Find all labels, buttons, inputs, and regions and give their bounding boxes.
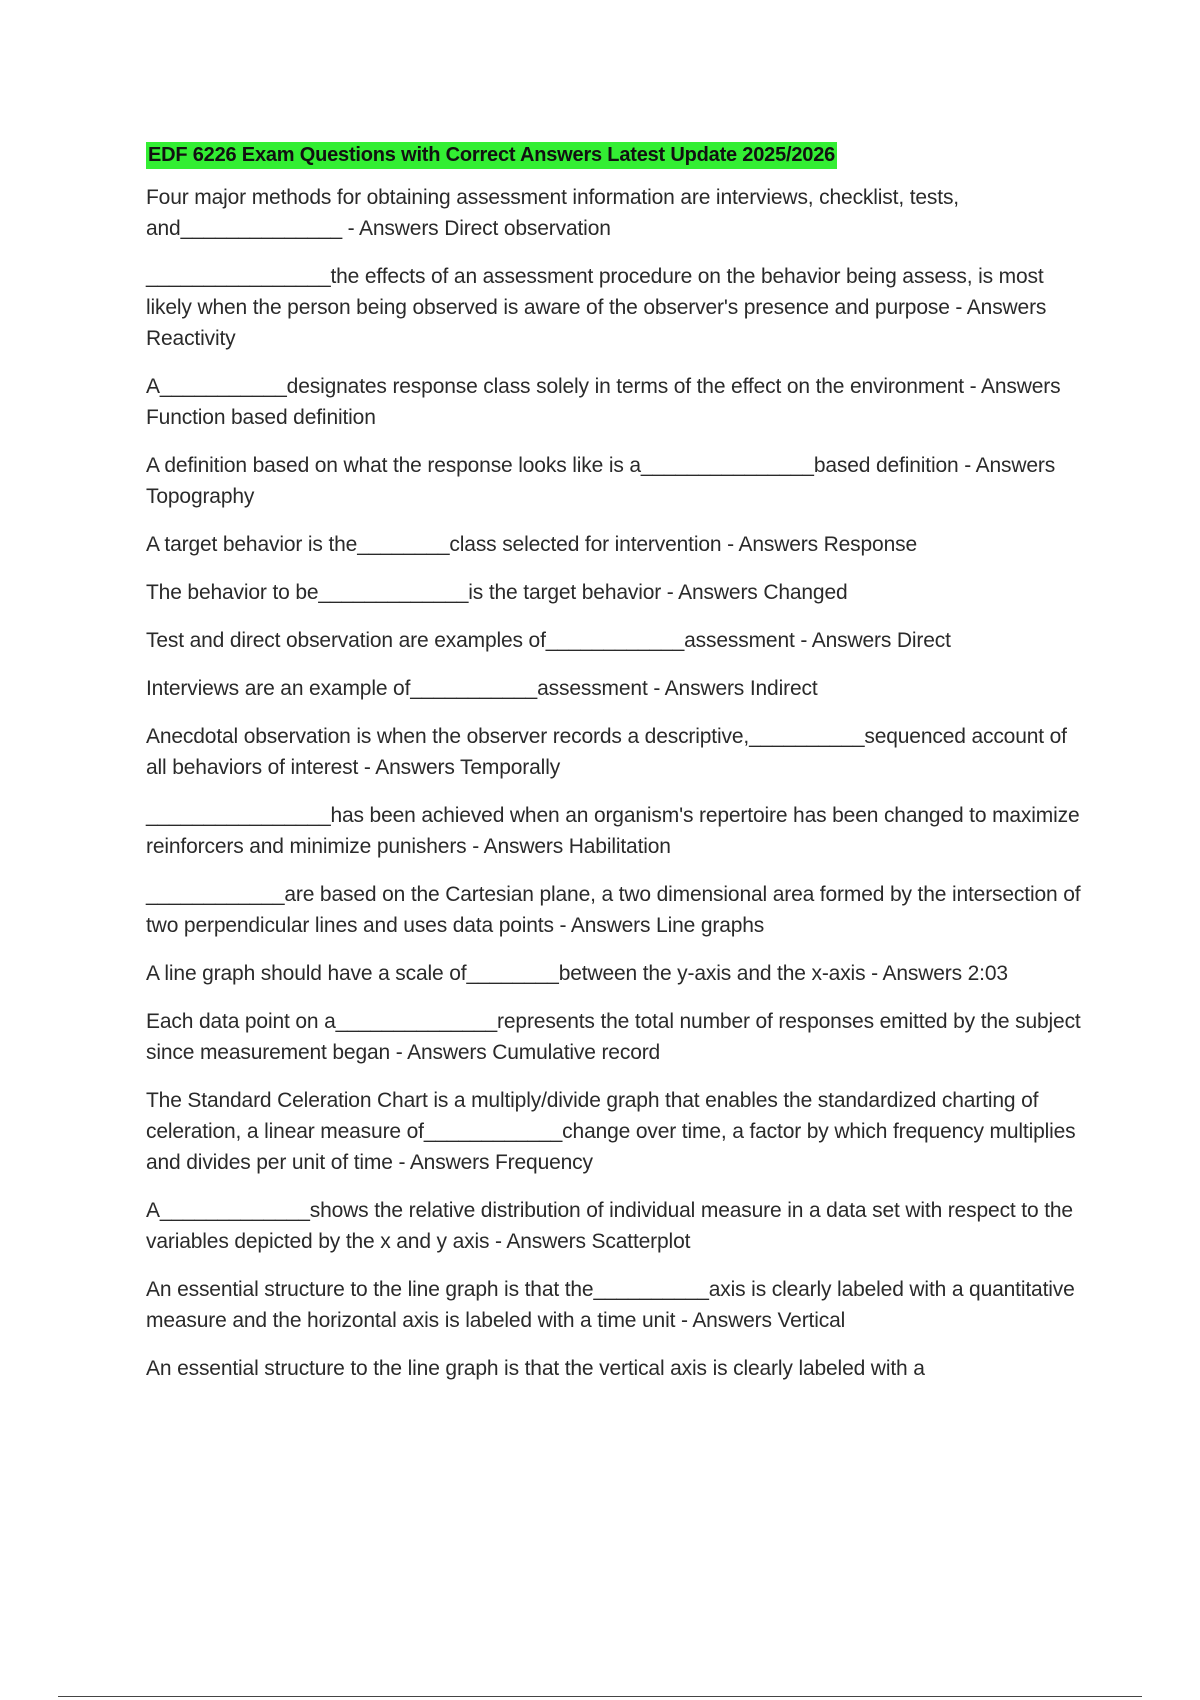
document-page (146, 142, 1086, 1401)
qa-item: A target behavior is the________class selected for intervention - Answers Response (146, 533, 917, 556)
qa-item: Anecdotal observation is when the observer records a descriptive,__________sequenced account of all behaviors of interest - Answers Temporally (146, 725, 1067, 779)
qa-item: Each data point on a______________represents the total number of responses emitted by the subject since measurement began - Answers Cumulative record (146, 1010, 1081, 1064)
qa-item: ____________are based on the Cartesian plane, a two dimensional area formed by the intersection of two perpendicular lines and uses data points - Answers Line graphs (146, 883, 1081, 937)
qa-item: Test and direct observation are examples of____________assessment - Answers Direct (146, 629, 951, 652)
qa-item: A___________designates response class solely in terms of the effect on the environment - Answers Function based definition (146, 375, 1061, 429)
page-bottom-rule (58, 1696, 1142, 1697)
qa-item: ________________the effects of an assessment procedure on the behavior being assess, is most likely when the person being observed is aware of the observer's presence and purpose - Answers Reactivity (146, 265, 1047, 350)
qa-item: A_____________shows the relative distribution of individual measure in a data set with respect to the variables depicted by the x and y axis - Answers Scatterplot (146, 1199, 1073, 1253)
qa-item: An essential structure to the line graph is that the__________axis is clearly labeled with a quantitative measure and the horizontal axis is labeled with a time unit - Answers Vertical (146, 1278, 1075, 1332)
qa-item: Four major methods for obtaining assessment information are interviews, checklist, tests, and______________ - Answers Direct observation (146, 186, 959, 240)
qa-item: A definition based on what the response looks like is a_______________based definition - Answers Topography (146, 454, 1056, 508)
qa-item: ________________has been achieved when an organism's repertoire has been changed to maximize reinforcers and minimize punishers - Answers Habilitation (146, 804, 1080, 858)
qa-item: The behavior to be_____________is the target behavior - Answers Changed (146, 581, 848, 604)
qa-item: An essential structure to the line graph is that the vertical axis is clearly labeled with a (146, 1357, 925, 1380)
qa-item: A line graph should have a scale of________between the y-axis and the x-axis - Answers 2:03 (146, 962, 1008, 985)
qa-item: Interviews are an example of___________assessment - Answers Indirect (146, 677, 818, 700)
document-title: EDF 6226 Exam Questions with Correct Answers Latest Update 2025/2026 (146, 142, 837, 169)
qa-item: The Standard Celeration Chart is a multiply/divide graph that enables the standardized charting of celeration, a linear measure of____________change over time, a factor by which frequency multiplies and divides per unit of time - Answers Frequency (146, 1089, 1076, 1174)
